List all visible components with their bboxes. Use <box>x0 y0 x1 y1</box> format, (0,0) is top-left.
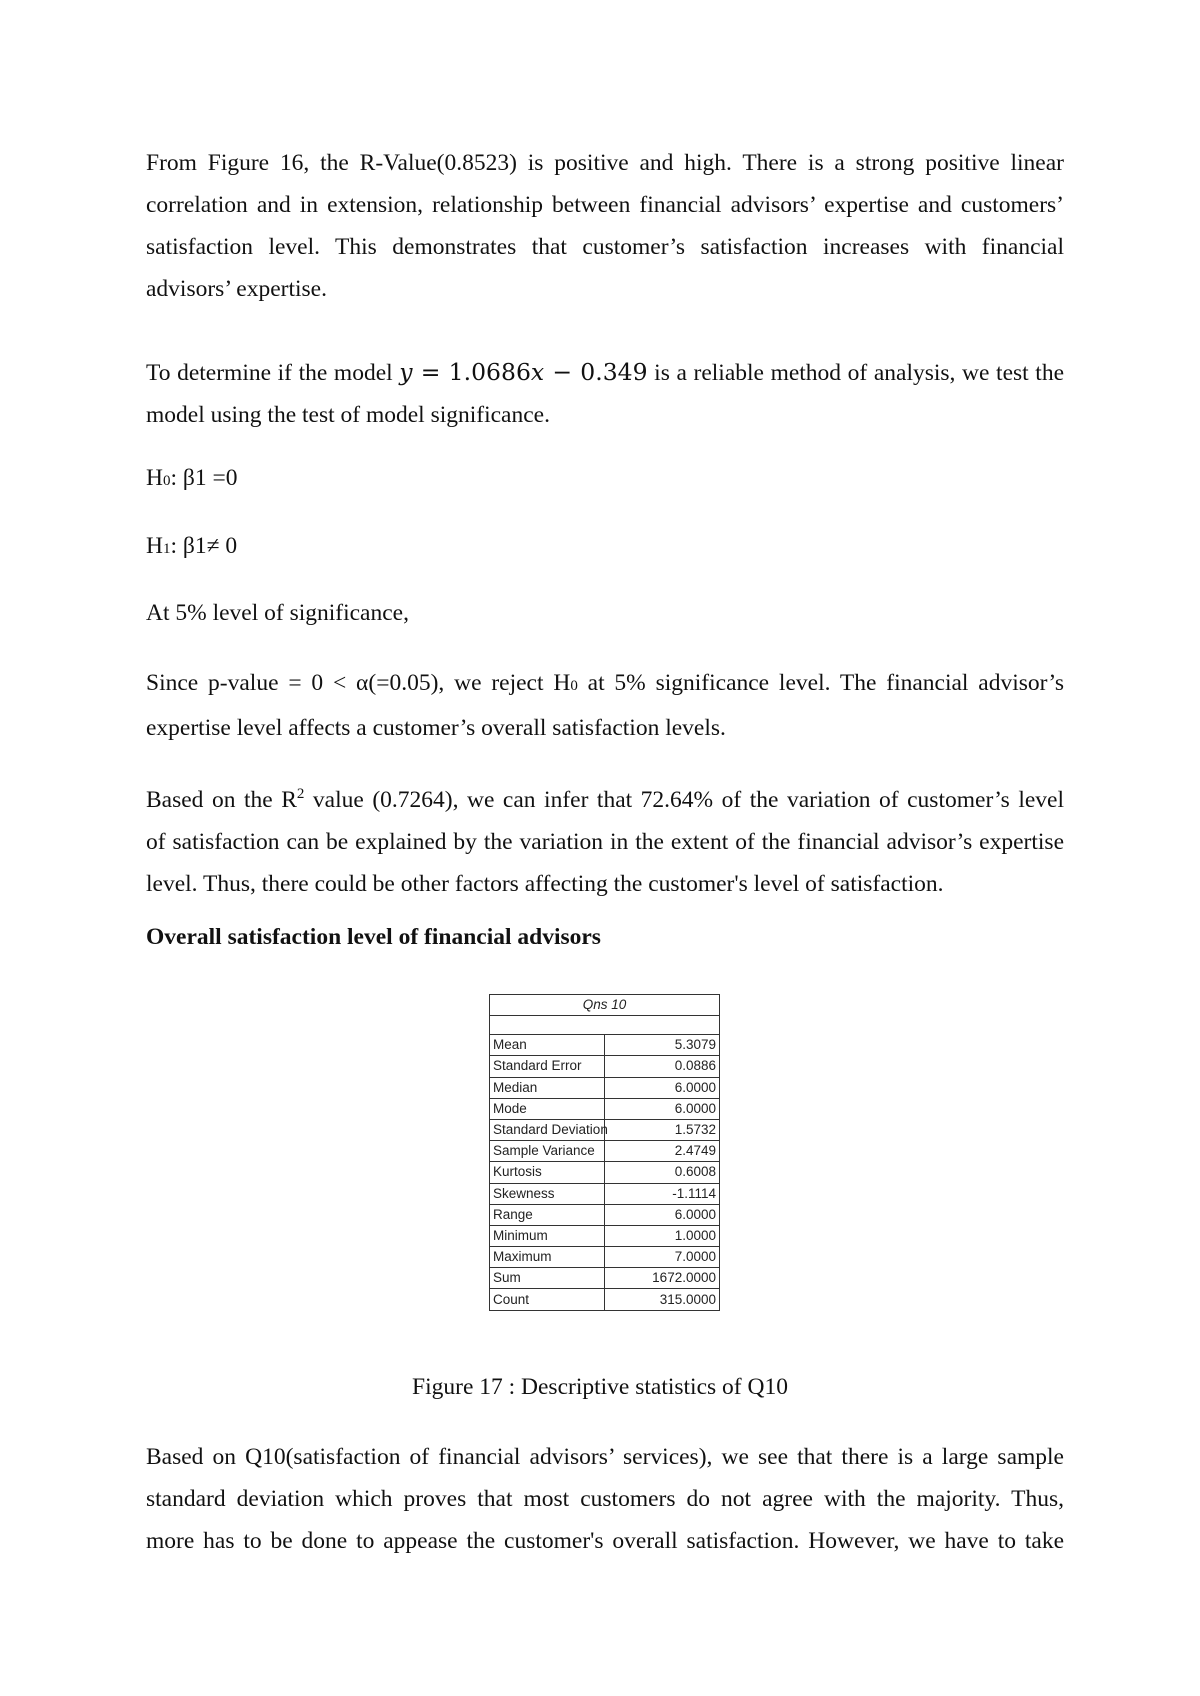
text-fragment: Based on the R <box>146 786 297 813</box>
stat-value: 1672.0000 <box>605 1268 720 1289</box>
hyp-text: : β1 =0 <box>170 465 238 491</box>
stats-table <box>489 994 720 1311</box>
stat-label: Sum <box>490 1268 605 1289</box>
paragraph-p-value <box>146 662 1064 749</box>
stat-label: Kurtosis <box>490 1162 605 1183</box>
text-fragment: is a reliable method of analysis, we test the <box>647 360 1065 386</box>
text-line: model using the test of model significance. <box>146 402 550 428</box>
stat-value: 0.0886 <box>605 1056 720 1077</box>
hyp-subscript: 0 <box>162 473 171 489</box>
table-header-row <box>490 995 720 1016</box>
stat-value: 1.5732 <box>605 1119 720 1140</box>
stat-value: 2.4749 <box>605 1141 720 1162</box>
stat-value: 1.0000 <box>605 1225 720 1246</box>
text-superscript: 2 <box>296 786 305 802</box>
stat-value: 6.0000 <box>605 1098 720 1119</box>
text-line: Based on Q10(satisfaction of financial advisors’ services), we see that there is a large sample <box>146 1444 1064 1470</box>
stat-label: Standard Error <box>490 1056 605 1077</box>
text-line: correlation and in extension, relationship between financial advisors’ expertise and customers’ <box>146 192 1064 218</box>
descriptive-stats-table <box>489 994 720 1311</box>
text-line: From Figure 16, the R-Value(0.8523) is positive and high. There is a strong positive linear <box>146 150 1064 176</box>
stat-value: -1.1114 <box>605 1183 720 1204</box>
text-line <box>146 351 1064 394</box>
text-line: standard deviation which proves that most customers do not agree with the majority. Thus, <box>146 1486 1064 1512</box>
text-line: expertise level affects a customer’s overall satisfaction levels. <box>146 715 726 741</box>
math-text: − 0.349 <box>544 358 648 386</box>
significance-level: At 5% level of significance, <box>146 600 409 626</box>
alternative-hypothesis <box>146 531 237 564</box>
hyp-label: H <box>146 533 163 559</box>
stat-label: Mean <box>490 1035 605 1056</box>
hyp-text: : β1≠ 0 <box>170 533 238 559</box>
table-blank-row <box>490 1016 720 1035</box>
table-row <box>490 1225 720 1246</box>
text-fragment: To determine if the model <box>146 360 400 386</box>
paragraph-q10-analysis <box>146 1436 1064 1562</box>
text-line: of satisfaction can be explained by the variation in the extent of the financial advisor’s expertise <box>146 828 1064 855</box>
stat-value: 7.0000 <box>605 1247 720 1268</box>
section-heading: Overall satisfaction level of financial advisors <box>146 924 601 950</box>
text-fragment: at 5% significance level. The financial advisor’s <box>577 670 1064 696</box>
text-line: satisfaction level. This demonstrates that customer’s satisfaction increases with financial <box>146 234 1064 260</box>
text-line <box>146 773 1064 821</box>
paragraph-r-squared <box>146 773 1064 905</box>
null-hypothesis <box>146 463 237 496</box>
table-title: Qns 10 <box>490 995 720 1016</box>
table-row <box>490 1077 720 1098</box>
table-row <box>490 1204 720 1225</box>
stat-value: 5.3079 <box>605 1035 720 1056</box>
stat-value: 0.6008 <box>605 1162 720 1183</box>
figure-caption: Figure 17 : Descriptive statistics of Q10 <box>412 1374 788 1400</box>
text-line <box>146 662 1064 707</box>
table-row <box>490 1119 720 1140</box>
table-row <box>490 1098 720 1119</box>
text-subscript: 0 <box>570 678 578 694</box>
table-row <box>490 1035 720 1056</box>
stat-value: 315.0000 <box>605 1289 720 1310</box>
model-equation <box>399 358 647 386</box>
text-fragment: value (0.7264), we can infer that 72.64% of the variation of customer’s level <box>304 786 1065 813</box>
stat-label: Maximum <box>490 1247 605 1268</box>
table-row <box>490 1289 720 1310</box>
stat-label: Mode <box>490 1098 605 1119</box>
math-variable: x <box>530 358 545 386</box>
stat-label: Median <box>490 1077 605 1098</box>
table-row <box>490 1183 720 1204</box>
table-row <box>490 1247 720 1268</box>
stat-value: 6.0000 <box>605 1077 720 1098</box>
text-line: more has to be done to appease the customer's overall satisfaction. However, we have to take <box>146 1528 1064 1554</box>
hyp-label: H <box>146 465 163 491</box>
text-line: advisors’ expertise. <box>146 276 327 302</box>
hyp-subscript: 1 <box>162 541 171 557</box>
stat-label: Skewness <box>490 1183 605 1204</box>
stat-label: Range <box>490 1204 605 1225</box>
stat-label: Count <box>490 1289 605 1310</box>
paragraph-model-test <box>146 351 1064 436</box>
stat-label: Sample Variance <box>490 1141 605 1162</box>
text-fragment: Since p-value = 0 < α(=0.05), we reject H <box>146 670 571 696</box>
table-row <box>490 1162 720 1183</box>
math-variable: y <box>399 358 413 386</box>
paragraph-r-value <box>146 142 1064 310</box>
math-text: = 1.0686 <box>412 358 531 386</box>
stat-label: Standard Deviation <box>490 1119 605 1140</box>
table-row <box>490 1056 720 1077</box>
table-row <box>490 1141 720 1162</box>
stat-value: 6.0000 <box>605 1204 720 1225</box>
text-line: level. Thus, there could be other factors affecting the customer's level of satisfaction. <box>146 870 944 897</box>
stat-label: Minimum <box>490 1225 605 1246</box>
table-row <box>490 1268 720 1289</box>
table-blank-cell <box>490 1016 720 1035</box>
